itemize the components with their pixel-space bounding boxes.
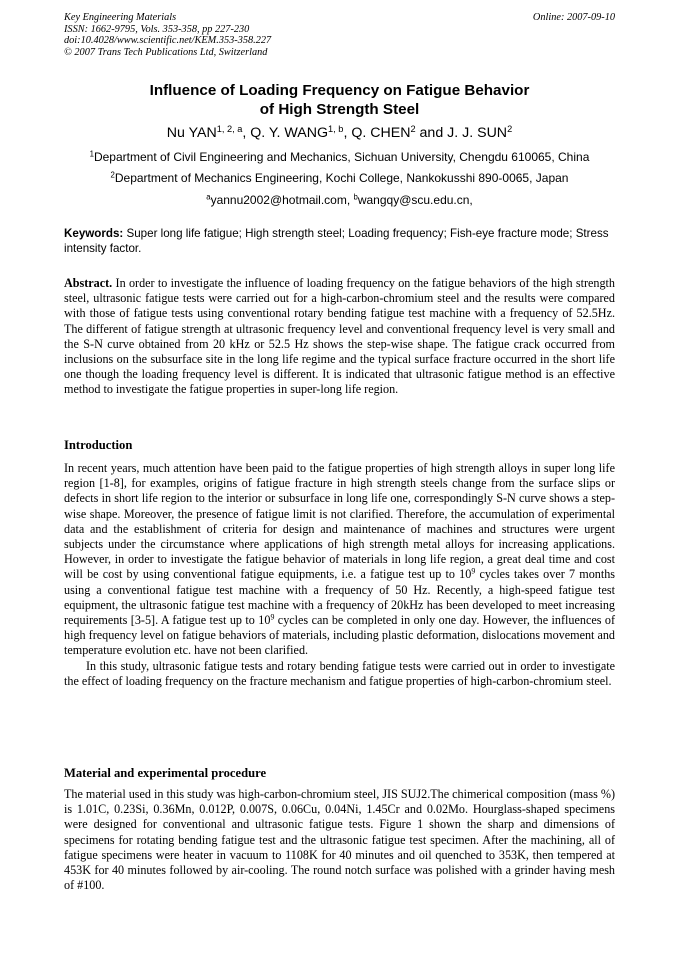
publication-header: [64, 12, 615, 58]
abstract-label: Abstract.: [64, 276, 113, 290]
copyright-line: © 2007 Trans Tech Publications Ltd, Switzerland: [64, 46, 268, 58]
author-sup: 2: [410, 123, 416, 134]
author-sup: 1, 2, a: [216, 123, 243, 134]
author-name: and J. J. SUN: [415, 125, 508, 141]
author-list: [64, 124, 615, 142]
paper-title: [64, 81, 615, 119]
email-link[interactable]: yannu2002@hotmail.com,: [210, 193, 354, 207]
introduction-body: [64, 461, 615, 689]
affiliation-2: [64, 171, 615, 186]
abstract-text: In order to investigate the influence of loading frequency on the fatigue behaviors of the high strength steel, ultrasonic fatigue tests were carried out for a high-carbon-chromium steel and the results were compared with those of fatigue tests using conventional rotary bending fatigue test machine with a frequency of 52.5Hz. The different of fatigue strength at ultrasonic frequency level and conventional frequency level is very small and the S-N curve obtained from 20 kHz or 52.5 Hz shows the step-wise shape. The fatigue crack occurred from inclusions on the subsurface site in the long life regime and the typical surface fracture occurred in the short life one though the loading frequency level is different. It is indicated that ultrasonic fatigue method is an effective method to investigate the fatigue properties in super-long life region.: [64, 276, 615, 397]
section-heading-material: Material and experimental procedure: [64, 766, 267, 780]
email-sup: b: [353, 192, 358, 202]
author-name: Nu YAN: [166, 125, 217, 141]
affiliation-sup: 2: [110, 170, 115, 180]
affiliation-text: Department of Civil Engineering and Mechanics, Sichuan University, Chengdu 610065, China: [93, 150, 590, 164]
author-emails: [64, 193, 615, 208]
title-line-1: Influence of Loading Frequency on Fatigue Behavior: [149, 82, 530, 99]
author-sup: 1, b: [328, 123, 344, 134]
paragraph: The material used in this study was high-carbon-chromium steel, JIS SUJ2.The chimerical composition (mass %) is 1.01C, 0.23Si, 0.36Mn, 0.012P, 0.007S, 0.06Cu, 0.04Ni, 1.45Cr and 0.02Mo. Hourglass-shaped specimens were designed for conventional and ultrasonic fatigue tests. Figure 1 shown the sharp and dimensions of specimens for rotating bending fatigue test and the ultrasonic fatigue test specimen. After the machining, all of fatigue specimens were heater in vacuum to 1108K for 40 minutes and oil quenched to 353K, then tempered at 453K for 40 minutes followed by air-cooling. The round notch surface was polished with a grinder having mesh of #100.: [64, 787, 615, 893]
email-link[interactable]: wangqy@scu.edu.cn,: [357, 193, 473, 207]
abstract-block: [64, 276, 615, 398]
online-date: Online: 2007-09-10: [532, 12, 615, 23]
journal-name: Key Engineering Materials: [64, 12, 177, 23]
author-name: , Q. CHEN: [343, 125, 411, 141]
affiliation-1: [64, 150, 615, 165]
title-line-2: of High Strength Steel: [259, 101, 420, 118]
author-sup: 2: [507, 123, 513, 134]
keywords-block: [64, 226, 615, 256]
email-sup: a: [206, 192, 211, 202]
issn-line: ISSN: 1662-9795, Vols. 353-358, pp 227-230: [64, 23, 250, 35]
paragraph: In this study, ultrasonic fatigue tests and rotary bending fatigue tests were carried out in order to investigate the effect of loading frequency on the fracture mechanism and fatigue properties of high-carbon-chromium steel.: [64, 658, 615, 688]
section-heading-introduction: Introduction: [64, 438, 133, 452]
keywords-label: Keywords:: [64, 227, 124, 240]
doi-line: doi:10.4028/www.scientific.net/KEM.353-358.227: [64, 35, 272, 46]
material-body: [64, 787, 615, 893]
affiliation-text: Department of Mechanics Engineering, Kochi College, Nankokusshi 890-0065, Japan: [114, 171, 569, 185]
affiliation-sup: 1: [89, 149, 94, 159]
paragraph: In recent years, much attention have been paid to the fatigue properties of high strength alloys in super long life region [1-8], for examples, origins of fatigue fracture in high strength steels change from the surface slips or defects in short life region to the interior or subsurface in long life one, correspondingly S-N curve shows a step-wise shape. Moreover, the presence of fatigue limit is not clarified. Therefore, the accumulation of experimental data and the establishment of criteria for design and maintenance of machines and structures were urgent subjects under the circumstance where applications of high strength metal alloys for increasing applications. However, in order to investigate the fatigue behavior of materials in long life region, a great deal time and cost will be cost by using conventional fatigue equipments, i.e. a fatigue test up to $10^9$ cycles takes over 7 months using a conventional fatigue test machine with a frequency of 50 Hz. Recently, a high-speed fatigue test equipment, the ultrasonic fatigue test machine with a frequency of 20kHz has been developed to meet increasing requirements [3-5]. A fatigue test up to $10^9$ cycles can be completed in only one day. However, the influences of high frequency level on fatigue behaviors of materials, including plastic deformation, dislocations movement and temperature evolution etc. have not been clarified.: [64, 461, 615, 658]
keywords-text: Super long life fatigue; High strength steel; Loading frequency; Fish-eye fracture mode; Stress intensity factor.: [64, 227, 609, 255]
author-name: , Q. Y. WANG: [242, 125, 329, 141]
